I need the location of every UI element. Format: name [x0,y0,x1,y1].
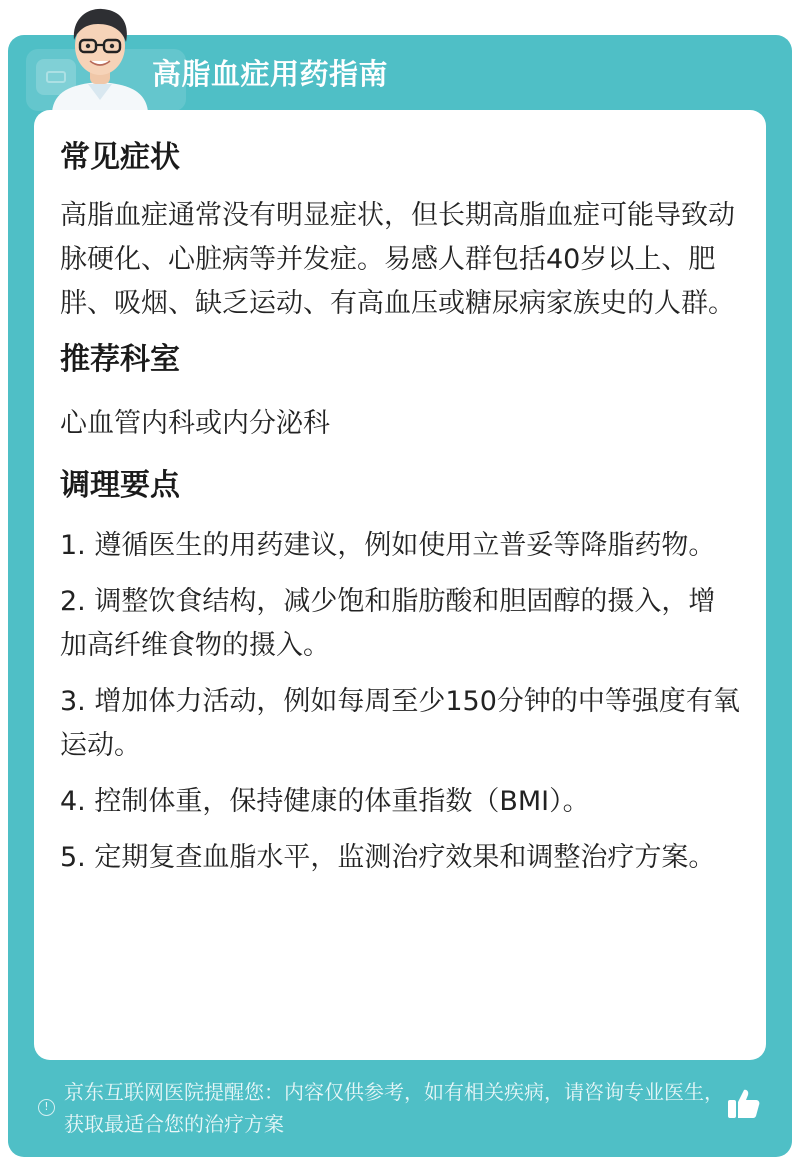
symptoms-text: 高脂血症通常没有明显症状，但长期高脂血症可能导致动脉硬化、心脏病等并发症。易感人群包括40岁以上、肥胖、吸烟、缺乏运动、有高血压或糖尿病家族史的人群。 [60,200,735,319]
footer [8,1070,792,1157]
page-title: 高脂血症用药指南 [152,57,389,91]
care-heading: 调理要点 [60,468,180,503]
care-item: 2. 调整饮食结构，减少饱和脂肪酸和胆固醇的摄入，增加高纤维食物的摄入。 [60,586,716,661]
footer-notice: 京东互联网医院提醒您：内容仅供参考，如有相关疾病，请咨询专业医生，获取最适合您的治疗方案 [64,1080,724,1136]
care-list [60,524,740,880]
doctor-avatar [40,0,160,112]
symptoms-heading: 常见症状 [60,140,180,175]
care-item: 5. 定期复查血脂水平，监测治疗效果和调整治疗方案。 [60,842,716,873]
info-icon: ! [38,1099,55,1116]
care-item: 3. 增加体力活动，例如每周至少150分钟的中等强度有氧运动。 [60,686,740,761]
thumbs-up-icon[interactable] [724,1084,762,1122]
care-item: 1. 遵循医生的用药建议，例如使用立普妥等降脂药物。 [60,530,716,561]
care-item: 4. 控制体重，保持健康的体重指数（BMI）。 [60,786,590,817]
department-heading: 推荐科室 [60,342,180,377]
department-text: 心血管内科或内分泌科 [60,408,330,439]
content-card [34,110,766,1060]
